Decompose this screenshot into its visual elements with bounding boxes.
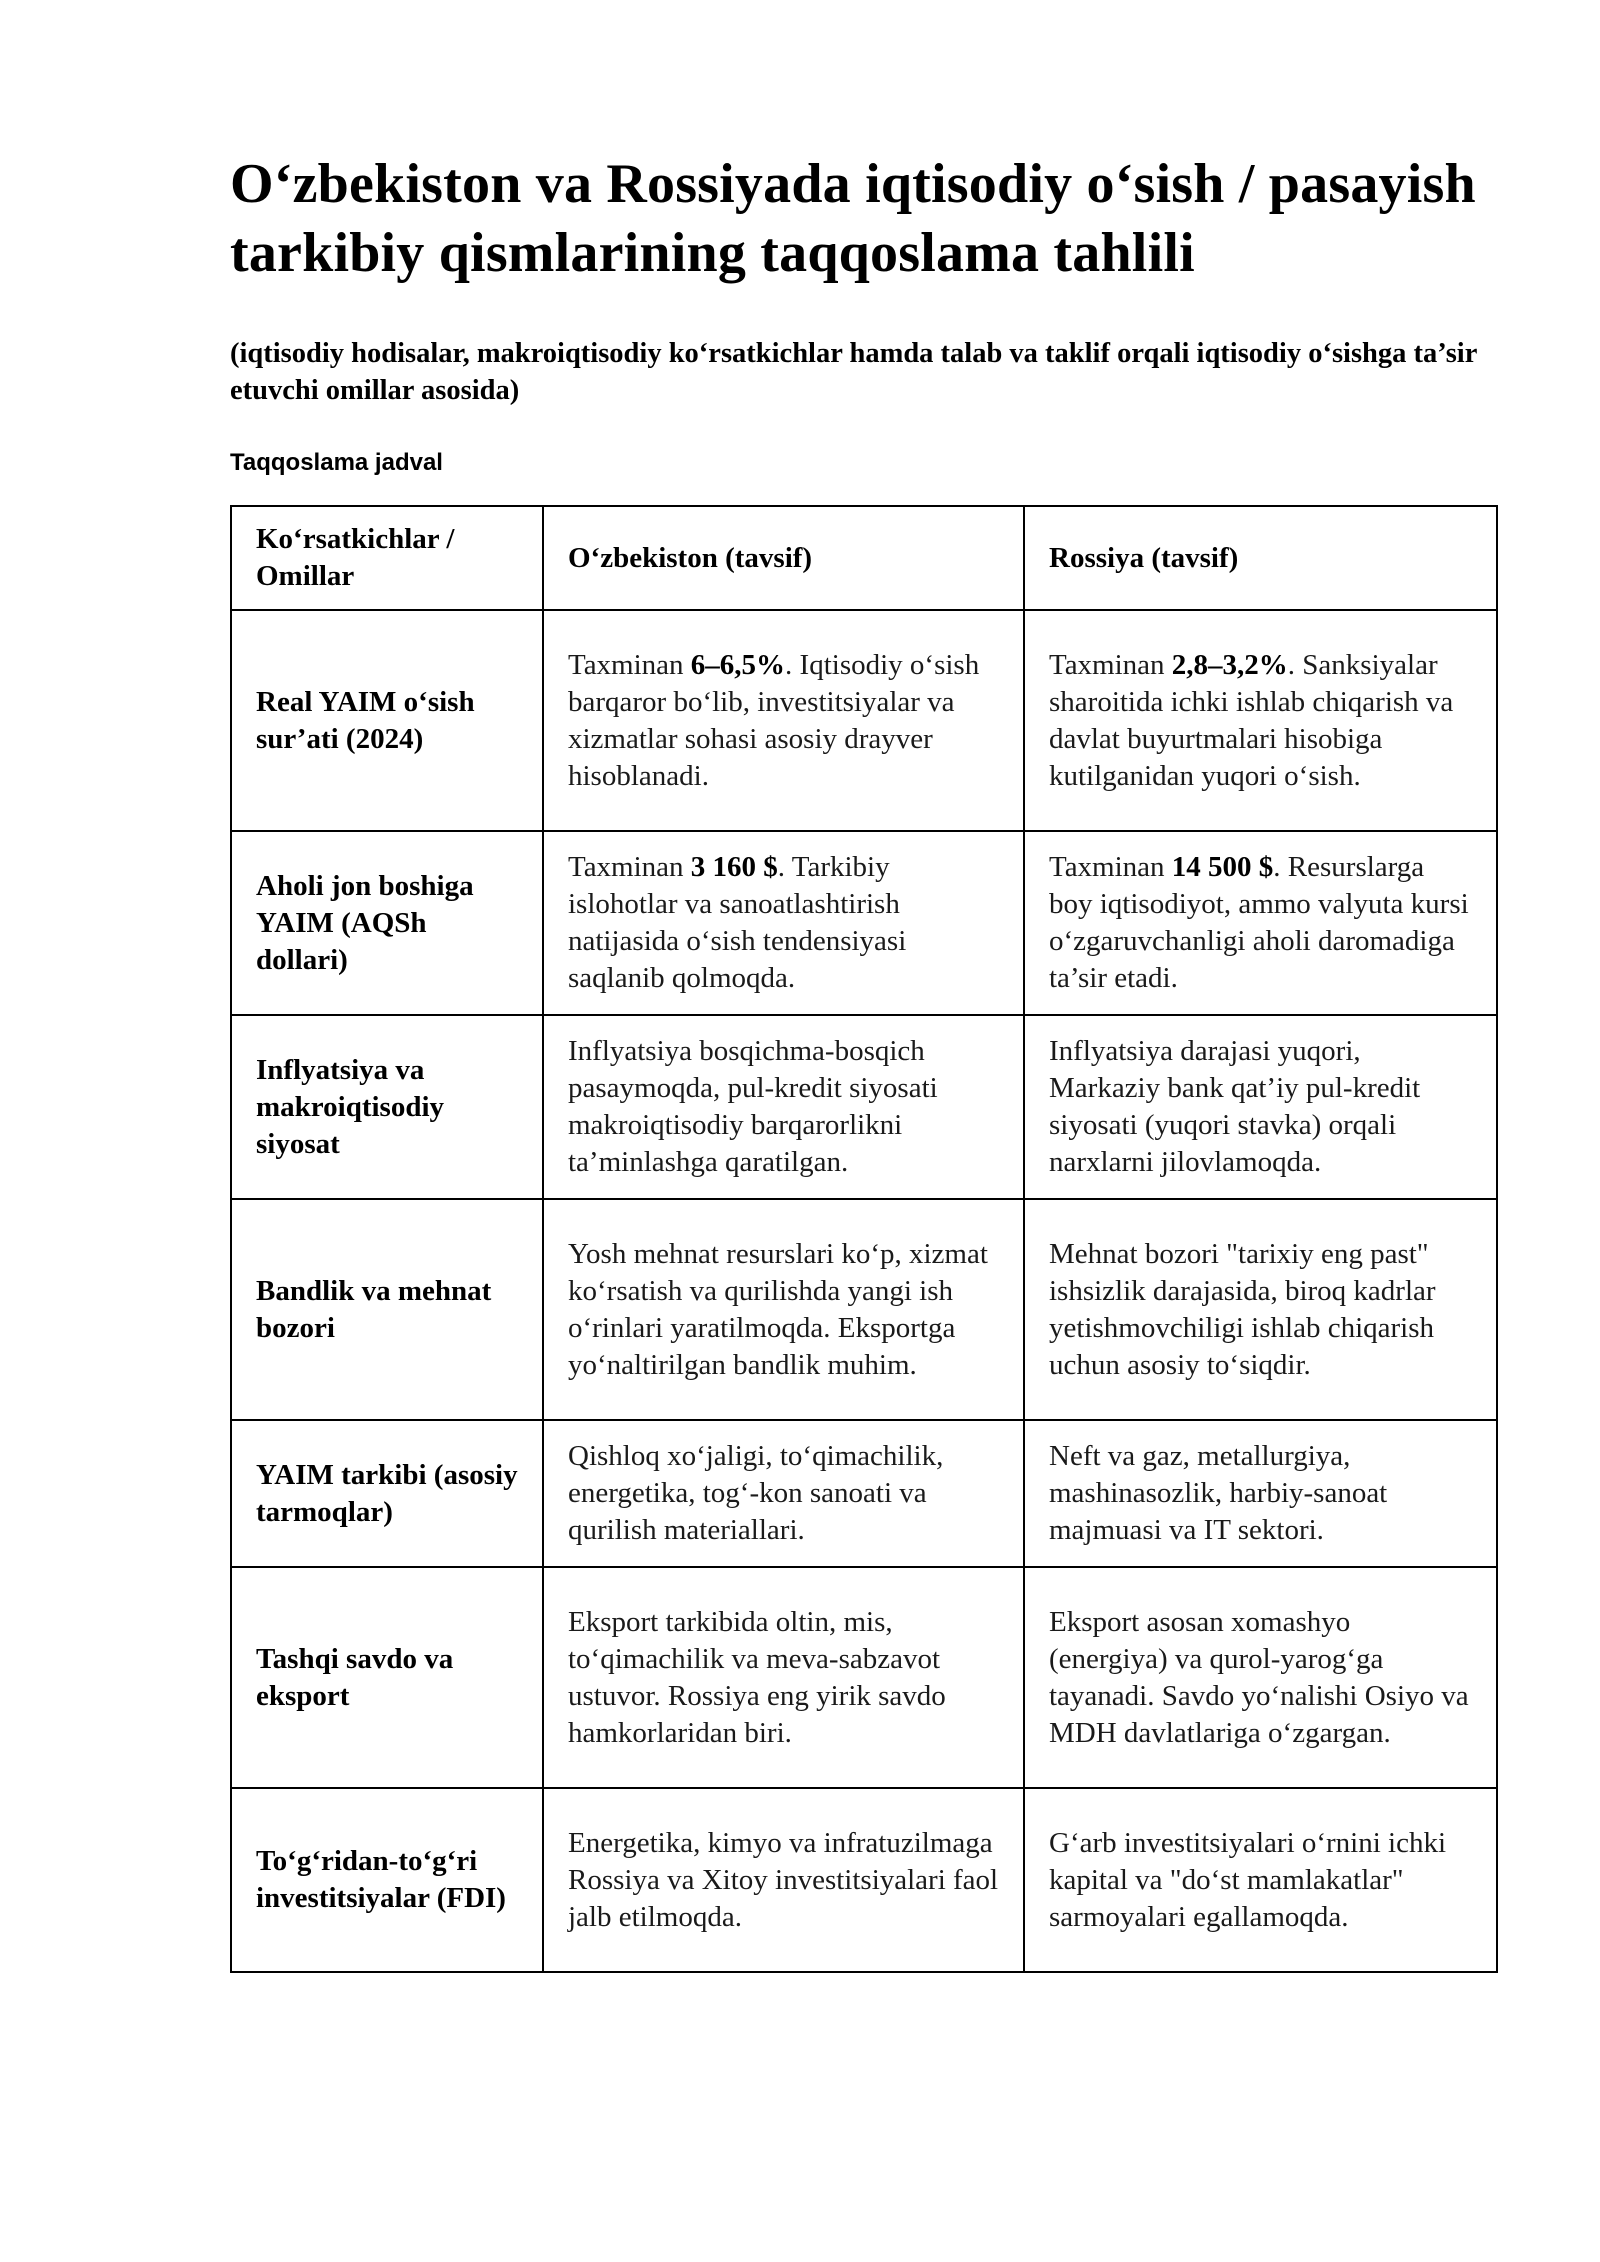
uzbekistan-cell: Yosh mehnat resurslari ko‘p, xizmat ko‘rsatish va qurilishda yangi ish o‘rinlari yaratilmoqda. Eksportga yo‘naltirilgan bandlik muhim. [543,1199,1024,1420]
cell-highlight-value: 14 500 $ [1171,851,1274,883]
table-caption: Taqqoslama jadval [230,449,443,476]
table-row [231,831,1497,1015]
table-row [231,1015,1497,1199]
header-russia: Rossiya (tavsif) [1024,506,1497,610]
uzbekistan-cell: Inflyatsiya bosqichma-bosqich pasaymoqda, pul-kredit siyosati makroiqtisodiy barqarorlikni ta’minlashga qaratilgan. [543,1015,1024,1199]
row-label: Bandlik va mehnat bozori [231,1199,543,1420]
row-label: Aholi jon boshiga YAIM (AQSh dollari) [231,831,543,1015]
uzbekistan-cell [543,610,1024,831]
uzbekistan-cell: Qishloq xo‘jaligi, to‘qimachilik, energetika, tog‘-kon sanoati va qurilish materiallari. [543,1420,1024,1567]
table-row [231,1420,1497,1567]
cell-highlight-value: 3 160 $ [690,851,778,883]
row-label: Tashqi savdo va eksport [231,1567,543,1788]
cell-text: . Tarkibiy islohotlar va sanoatlashtirish natijasida o‘sish tendensiyasi saqlanib qolmoqda. [568,851,907,994]
header-uzbekistan: O‘zbekiston (tavsif) [543,506,1024,610]
russia-cell [1024,610,1497,831]
document-page [230,150,1495,1973]
russia-cell: Eksport asosan xomashyo (energiya) va qurol-yarog‘ga tayanadi. Savdo yo‘nalishi Osiyo va MDH davlatlariga o‘zgargan. [1024,1567,1497,1788]
row-label: To‘g‘ridan-to‘g‘ri investitsiyalar (FDI) [231,1788,543,1972]
cell-prefix: Taxminan [568,851,691,883]
cell-prefix: Taxminan [1049,851,1172,883]
uzbekistan-cell [543,831,1024,1015]
comparison-table [230,505,1498,1973]
russia-cell: G‘arb investitsiyalari o‘rnini ichki kapital va "do‘st mamlakatlar" sarmoyalari egallamoqda. [1024,1788,1497,1972]
russia-cell: Inflyatsiya darajasi yuqori, Markaziy bank qat’iy pul-kredit siyosati (yuqori stavka) orqali narxlarni jilovlamoqda. [1024,1015,1497,1199]
uzbekistan-cell: Energetika, kimyo va infratuzilmaga Rossiya va Xitoy investitsiyalari faol jalb etilmoqda. [543,1788,1024,1972]
table-row [231,1199,1497,1420]
uzbekistan-cell: Eksport tarkibida oltin, mis, to‘qimachilik va meva-sabzavot ustuvor. Rossiya eng yirik savdo hamkorlaridan biri. [543,1567,1024,1788]
cell-highlight-value: 2,8–3,2% [1171,648,1288,681]
table-header-row [231,506,1497,610]
table-row [231,610,1497,831]
row-label: YAIM tarkibi (asosiy tarmoqlar) [231,1420,543,1567]
russia-cell: Neft va gaz, metallurgiya, mashinasozlik, harbiy-sanoat majmuasi va IT sektori. [1024,1420,1497,1567]
russia-cell: Mehnat bozori "tarixiy eng past" ishsizlik darajasida, biroq kadrlar yetishmovchiligi ishlab chiqarish uchun asosiy to‘siqdir. [1024,1199,1497,1420]
cell-text: . Iqtisodiy o‘sish barqaror bo‘lib, investitsiyalar va xizmatlar sohasi asosiy drayver hisoblanadi. [568,648,980,792]
cell-prefix: Taxminan [568,648,691,681]
cell-prefix: Taxminan [1049,648,1172,681]
cell-highlight-value: 6–6,5% [690,648,786,681]
row-label: Inflyatsiya va makroiqtisodiy siyosat [231,1015,543,1199]
cell-text: . Sanksiyalar sharoitida ichki ishlab chiqarish va davlat buyurtmalari hisobiga kutilganidan yuqori o‘sish. [1049,648,1454,792]
document-subtitle: (iqtisodiy hodisalar, makroiqtisodiy ko‘rsatkichlar hamda talab va taklif orqali iqtisodiy o‘sishga ta’sir etuvchi omillar asosida) [230,338,1477,406]
table-row [231,1567,1497,1788]
document-title: O‘zbekiston va Rossiyada iqtisodiy o‘sish / pasayish tarkibiy qismlarining taqqoslama tahlili [230,153,1476,284]
table-row [231,1788,1497,1972]
cell-text: . Resurslarga boy iqtisodiyot, ammo valyuta kursi o‘zgaruvchanligi aholi daromadiga ta’sir etadi. [1049,851,1469,994]
russia-cell [1024,831,1497,1015]
header-indicator: Ko‘rsatkichlar / Omillar [231,506,543,610]
row-label: Real YAIM o‘sish sur’ati (2024) [231,610,543,831]
